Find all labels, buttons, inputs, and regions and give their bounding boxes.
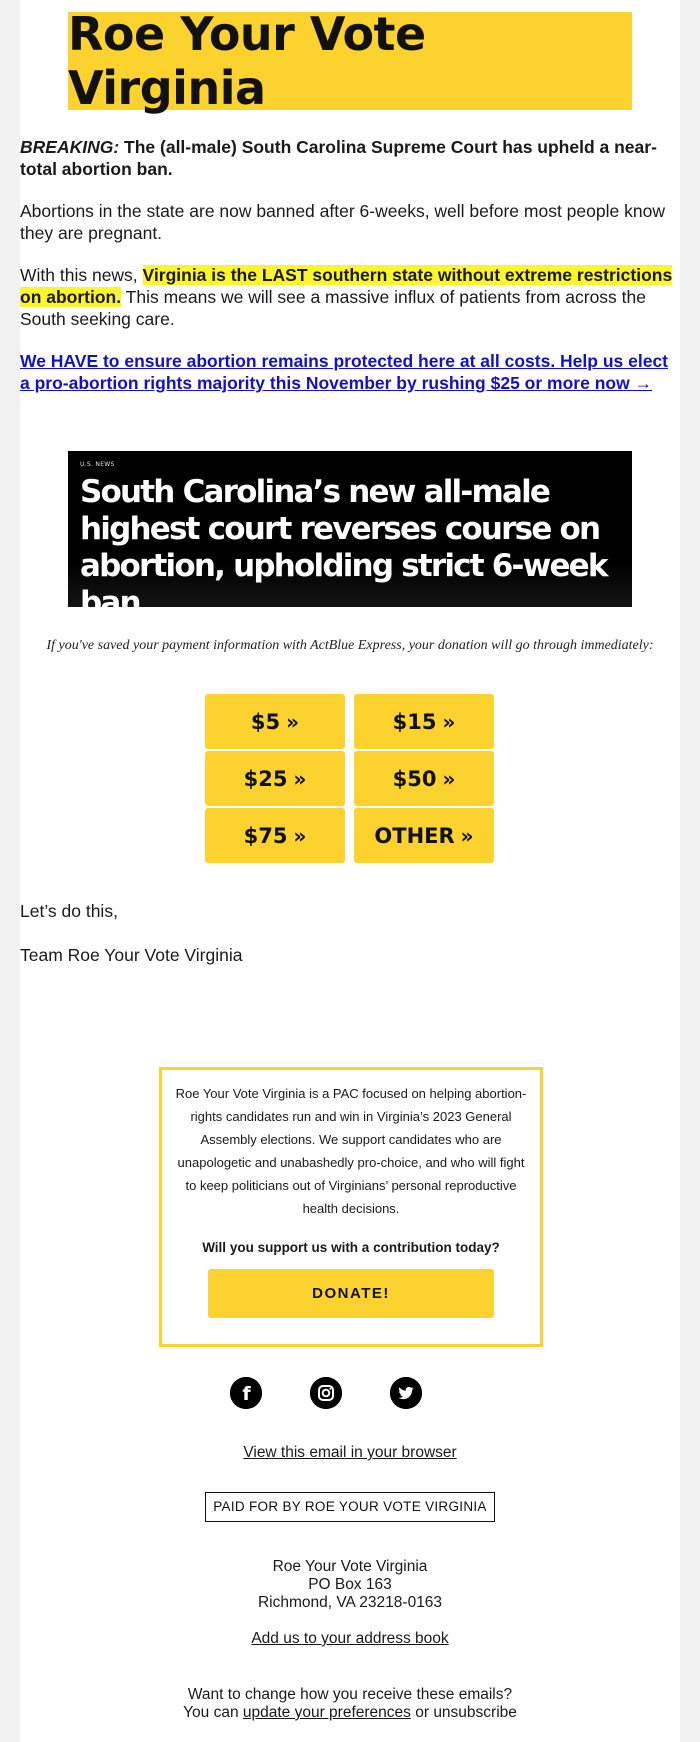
email-page [20,0,680,1742]
facebook-glyph: f [242,1383,251,1405]
pac-description: Roe Your Vote Virginia is a PAC focused on helping abortion-rights candidates run and win in Virginia’s 2023 General Assembly elections. We support candidates who are unapologetic and unabashedly pro-choice, and who will fight to keep politicians out of Virginians’ personal reproductive health decisions. [175,1086,527,1216]
add-to-address-book-link[interactable] [20,1630,680,1648]
six-week-paragraph: Abortions in the state are now banned after 6-weeks, well before most people know they are pregnant. [20,201,665,243]
chevron-right-icon: » [442,709,456,734]
paid-for-disclaimer: PAID FOR BY ROE YOUR VOTE VIRGINIA [205,1492,495,1522]
amount-label: $25 [243,766,288,791]
mailing-address [20,1558,680,1612]
prefs-line [20,1704,680,1722]
amount-label: $5 [250,709,281,734]
amount-label: $75 [243,823,288,848]
donate-75-button[interactable] [205,808,345,863]
virginia-paragraph [20,264,680,330]
donate-5-button[interactable] [205,694,345,749]
breaking-label: BREAKING: [20,137,120,157]
cta-paragraph [20,350,680,394]
chevron-right-icon: » [293,766,307,791]
chevron-right-icon: » [286,709,300,734]
view-in-browser-link[interactable] [20,1444,680,1462]
address-name: Roe Your Vote Virginia [272,1558,428,1575]
chevron-right-icon: » [460,823,474,848]
prefs-question: Want to change how you receive these emails? [187,1686,513,1703]
donate-other-button[interactable] [354,808,494,863]
amount-label: $15 [392,709,437,734]
news-kicker: U.S. NEWS [80,461,115,468]
facebook-icon[interactable] [230,1377,262,1409]
virginia-rest: This means we will see a massive influx of patients from across the South seeking care. [20,287,646,329]
address-book-label: Add us to your address book [251,1630,449,1647]
donate-cta-link[interactable]: We HAVE to ensure abortion remains protected here at all costs. Help us elect a pro-abortion rights majority this November by rushing $25 or more now → [20,351,669,393]
prefs-or: or [410,1704,434,1721]
contribution-ask: Will you support us with a contribution today? [202,1240,500,1255]
email-body [20,136,680,414]
news-headline: South Carolina’s new all-male highest court reverses course on abortion, upholding strict 6-week ban [80,474,607,621]
amount-label: $50 [392,766,437,791]
chevron-right-icon: » [442,766,456,791]
signoff-team: Team Roe Your Vote Virginia [20,945,243,965]
signoff [20,900,680,988]
virginia-lead: With this news, [20,265,143,285]
donate-25-button[interactable] [205,751,345,806]
virginia-highlight: Virginia is the LAST southern state without extreme restrictions on abortion. [20,265,673,307]
donation-amount-grid [205,694,494,863]
unsubscribe-link[interactable]: unsubscribe [433,1704,517,1721]
donate-50-button[interactable] [354,751,494,806]
instagram-icon[interactable] [310,1377,342,1409]
pac-info-box [159,1067,543,1347]
actblue-note: If you've saved your payment information with ActBlue Express, your donation will go through immediately: [46,638,654,653]
update-preferences-link[interactable]: update your preferences [242,1704,411,1721]
donate-15-button[interactable] [354,694,494,749]
address-city: Richmond, VA 23218-0163 [257,1594,443,1611]
view-in-browser-label: View this email in your browser [243,1444,457,1461]
prefs-lead: You can [183,1704,243,1721]
header-title: Roe Your Vote Virginia [68,7,426,115]
amount-label: OTHER [374,823,455,848]
chevron-right-icon: » [293,823,307,848]
signoff-line: Let’s do this, [20,901,118,921]
header-banner [68,7,632,115]
preferences-footer [20,1686,680,1722]
breaking-paragraph [20,136,680,180]
donate-button[interactable]: DONATE! [208,1269,494,1318]
news-headline-image[interactable] [68,451,632,621]
address-po-box: PO Box 163 [308,1576,392,1593]
twitter-icon[interactable] [390,1377,422,1409]
breaking-text: The (all-male) South Carolina Supreme Court has upheld a near-total abortion ban. [20,137,657,179]
